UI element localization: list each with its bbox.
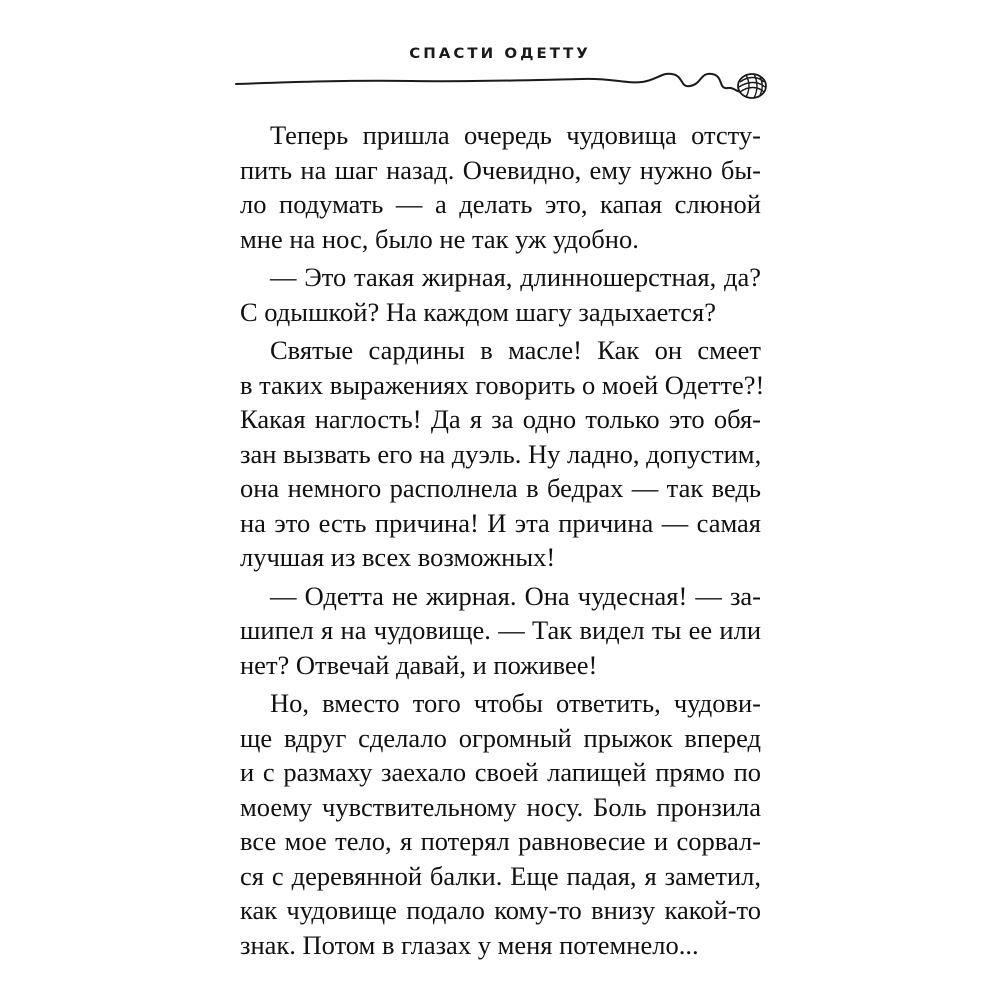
body-text — [240, 118, 765, 962]
text-line: зан вызвать его на дуэль. Ну ладно, допустим, — [240, 438, 762, 469]
text-line: — Одетта не жирная. Она чудесная! — за- — [270, 580, 761, 611]
text-line: мне на нос, было не так уж удобно. — [240, 223, 639, 254]
text-line: и с размаху заехало своей лапищей прямо по — [240, 757, 761, 787]
text-line: все мое тело, я потерял равновесие и сорвал- — [240, 826, 761, 856]
text-line: нет? Отвечай давай, и поживее! — [240, 649, 598, 680]
paragraph — [240, 260, 761, 329]
text-line: моему чувствительному носу. Боль пронзила — [240, 791, 761, 822]
text-line: — Это такая жирная, длинношерстная, да? — [270, 262, 761, 292]
paragraph — [240, 579, 761, 683]
text-line: на это есть причина! И эта причина — самая — [240, 507, 761, 538]
text-line: Какая наглость! Да я за одно только это обя- — [240, 404, 761, 434]
text-line: ще вдруг сделало огромный прыжок вперед — [240, 722, 761, 753]
paragraph — [240, 118, 761, 256]
text-line: знак. Потом в глазах у меня потемнело... — [240, 929, 699, 960]
text-line: шипел я на чудовище. — Так видел ты ее или — [240, 615, 761, 645]
running-head — [0, 44, 1000, 63]
text-line: лучшая из всех возможных! — [240, 542, 556, 572]
text-line: пить на шаг назад. Очевидно, ему нужно бы- — [240, 154, 761, 185]
text-line: она немного располнела в бедрах — так ведь — [240, 473, 761, 503]
yarn-ball-thread-icon — [232, 62, 772, 110]
paragraph — [240, 686, 761, 962]
running-title: СПАСТИ ОДЕТТУ — [409, 44, 591, 62]
text-line: ло подумать — а делать это, капая слюной — [240, 189, 761, 219]
text-line: как чудовище подало кому-то внизу какой-то — [240, 895, 761, 925]
text-line: С одышкой? На каждом шагу задыхается? — [240, 296, 716, 327]
text-line: Теперь пришла очередь чудовища отсту- — [270, 120, 761, 150]
text-line: в таких выражениях говорить о моей Одетте?! — [240, 369, 765, 400]
paragraph — [240, 333, 765, 575]
text-line: ся с деревянной балки. Еще падая, я заметил, — [240, 860, 761, 891]
text-line: Святые сардины в масле! Как он смеет — [270, 335, 761, 365]
text-line: Но, вместо того чтобы ответить, чудови- — [270, 688, 761, 718]
